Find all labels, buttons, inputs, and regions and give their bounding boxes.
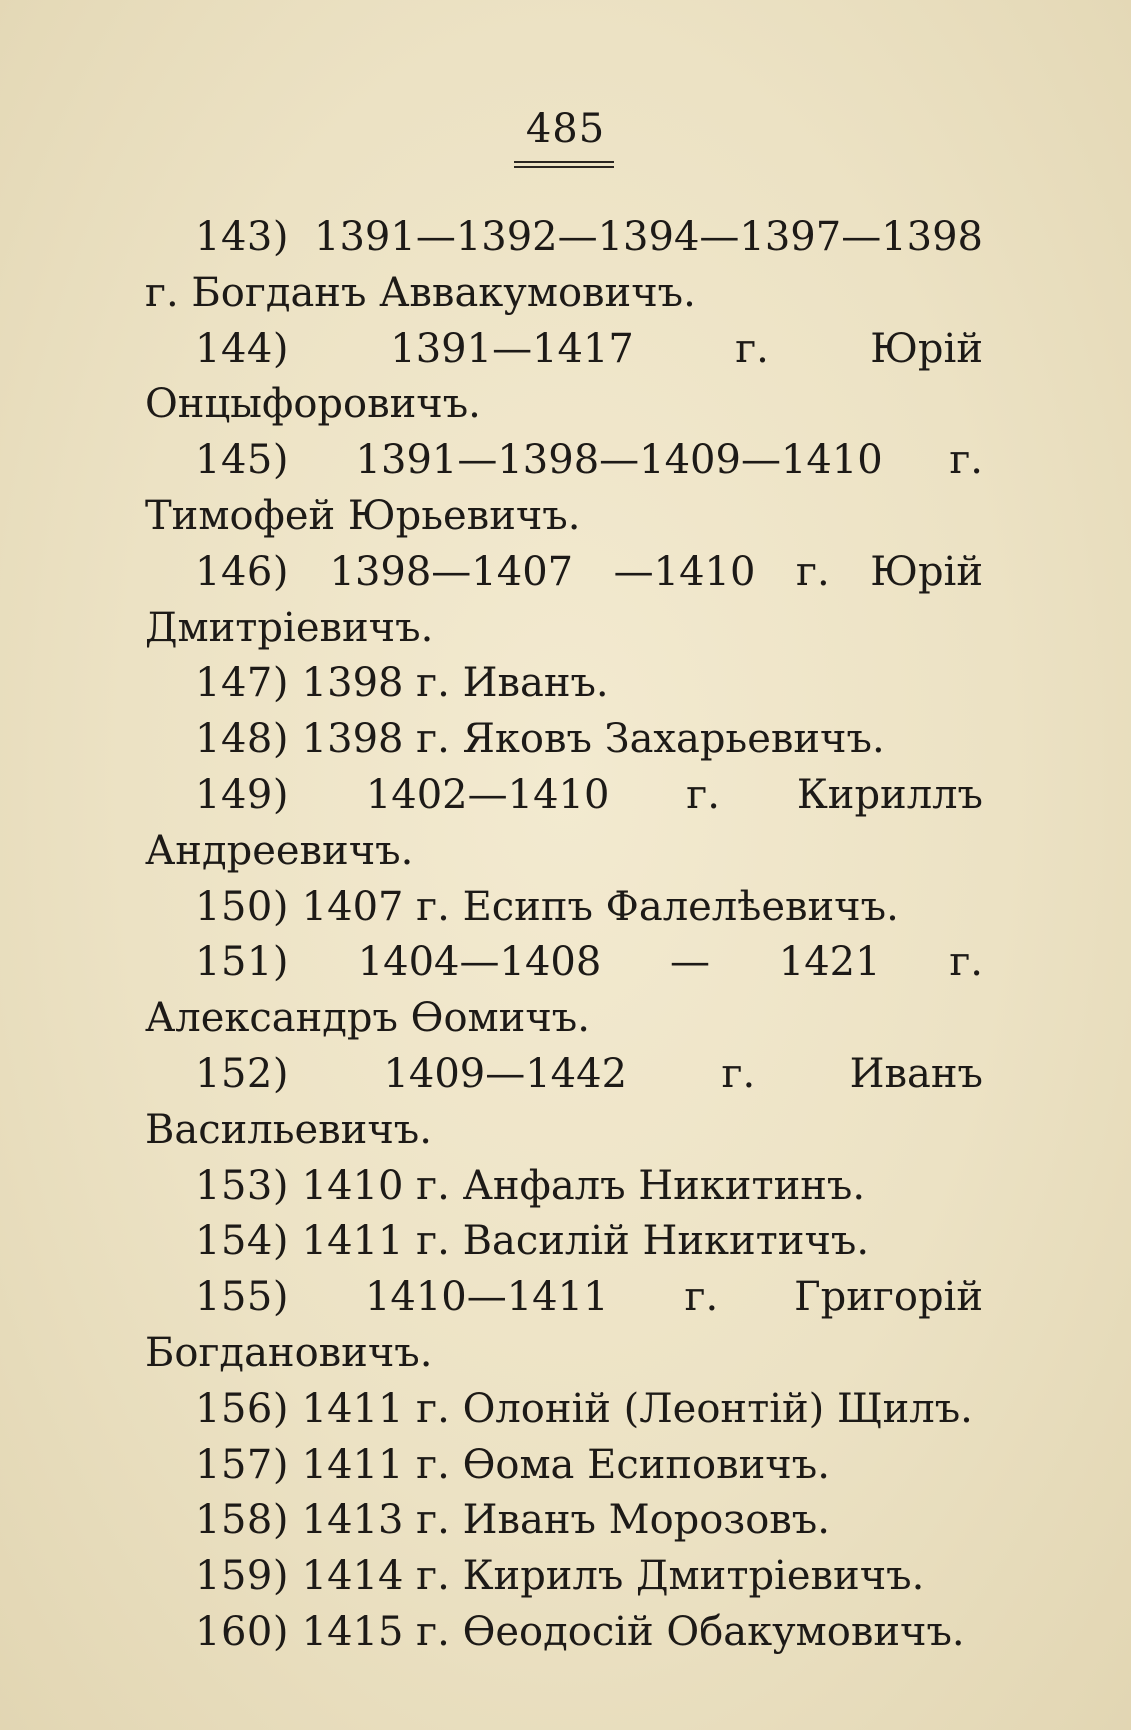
entry-number: 150) bbox=[195, 883, 289, 930]
entry-list bbox=[145, 210, 983, 1661]
entry-number: 149) bbox=[195, 771, 289, 818]
entry-text: 1402—1410 г. Кириллъ Андреевичъ. bbox=[145, 771, 983, 874]
list-entry bbox=[145, 1382, 983, 1438]
list-entry bbox=[145, 656, 983, 712]
entry-text: 1391—1417 г. Юрій Онцыфоровичъ. bbox=[145, 325, 983, 428]
entry-text: 1410—1411 г. Григорій Богдановичъ. bbox=[145, 1274, 984, 1376]
entry-number: 154) bbox=[195, 1218, 289, 1265]
entry-number: 143) bbox=[195, 214, 289, 260]
entry-text: 1411 г. Олоній (Леонтій) Щилъ. bbox=[301, 1385, 973, 1432]
list-entry bbox=[145, 1270, 983, 1382]
entry-number: 160) bbox=[195, 1608, 289, 1655]
list-entry bbox=[145, 433, 983, 545]
entry-number: 158) bbox=[195, 1497, 289, 1544]
entry-text: 1391—1398—1409—1410 г. Тимофей Юрьевичъ. bbox=[145, 437, 983, 539]
entry-text: 1391—1392—1394—1397—1398 г. Богданъ Аввакумовичъ. bbox=[145, 214, 983, 316]
entry-text: 1407 г. Есипъ Фалелѣевичъ. bbox=[301, 883, 899, 930]
list-entry bbox=[145, 210, 983, 322]
list-entry bbox=[145, 1493, 983, 1549]
entry-number: 153) bbox=[195, 1162, 289, 1209]
double-rule-divider bbox=[514, 161, 614, 168]
list-entry bbox=[145, 1605, 983, 1661]
entry-text: 1411 г. Василій Никитичъ. bbox=[301, 1218, 870, 1265]
list-entry bbox=[145, 935, 983, 1047]
entry-text: 1409—1442 г. Иванъ Васильевичъ. bbox=[145, 1050, 984, 1153]
entry-number: 157) bbox=[195, 1441, 289, 1488]
list-entry bbox=[145, 545, 983, 657]
entry-text: 1411 г. Ѳома Есиповичъ. bbox=[301, 1441, 830, 1488]
entry-text: 1404—1408 — 1421 г. Александръ Ѳомичъ. bbox=[145, 939, 983, 1042]
entry-number: 151) bbox=[195, 939, 289, 986]
list-entry bbox=[145, 1549, 983, 1605]
page-number: 485 bbox=[525, 106, 606, 152]
entry-number: 148) bbox=[195, 716, 289, 763]
list-entry bbox=[145, 880, 983, 936]
list-entry bbox=[145, 322, 983, 434]
list-entry bbox=[145, 712, 983, 768]
list-entry bbox=[145, 1047, 983, 1159]
entry-number: 155) bbox=[195, 1274, 289, 1321]
entry-text: 1398—1407 —1410 г. Юрій Дмитріевичъ. bbox=[145, 548, 983, 651]
list-entry bbox=[145, 1438, 983, 1494]
entry-number: 152) bbox=[195, 1050, 289, 1097]
list-entry bbox=[145, 1159, 983, 1215]
entry-text: 1410 г. Анфалъ Никитинъ. bbox=[301, 1162, 866, 1209]
list-entry bbox=[145, 1214, 983, 1270]
entry-number: 146) bbox=[195, 548, 289, 595]
entry-text: 1413 г. Иванъ Морозовъ. bbox=[301, 1497, 830, 1544]
entry-number: 144) bbox=[195, 325, 289, 372]
entry-text: 1415 г. Ѳеодосій Обакумовичъ. bbox=[301, 1608, 965, 1655]
entry-text: 1398 г. Яковъ Захарьевичъ. bbox=[301, 716, 885, 763]
entry-text: 1398 г. Иванъ. bbox=[301, 660, 609, 707]
entry-text: 1414 г. Кирилъ Дмитріевичъ. bbox=[301, 1553, 925, 1600]
entry-number: 145) bbox=[195, 437, 289, 484]
entry-number: 147) bbox=[195, 660, 289, 707]
entry-number: 159) bbox=[195, 1553, 289, 1600]
entry-number: 156) bbox=[195, 1385, 289, 1432]
list-entry bbox=[145, 768, 983, 880]
